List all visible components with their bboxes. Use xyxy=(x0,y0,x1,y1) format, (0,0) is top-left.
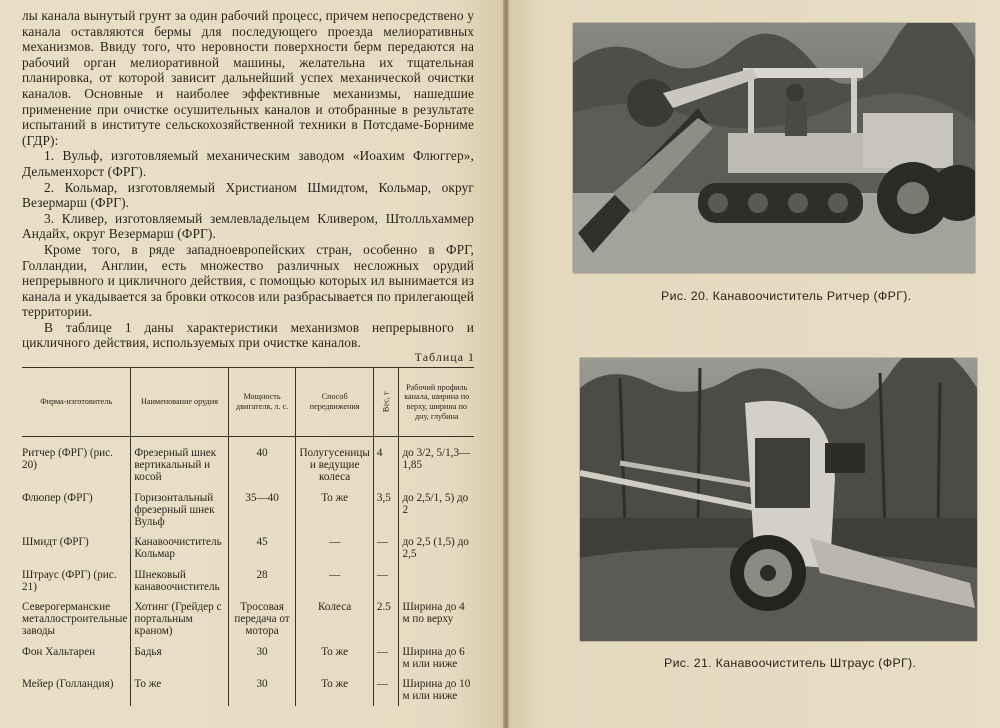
paragraph-3: 2. Кольмар, изготовляемый Христианом Шмидтом, Кольмар, округ Везермарш (ФРГ). xyxy=(22,179,474,211)
cell-firm: Шмидт (ФРГ) xyxy=(22,536,89,549)
cell-tool: Бадья xyxy=(131,642,228,674)
cell-weight: — xyxy=(373,674,399,706)
cell-weight: — xyxy=(373,532,399,564)
cell-tool: Фрезерный шнек вертикальный и косой xyxy=(131,437,228,488)
cell-firm: Флюпер (ФРГ) xyxy=(22,491,93,504)
cell-profile: до 3/2, 5/1,3—1,85 xyxy=(399,437,474,488)
cell-movement: То же xyxy=(296,642,373,674)
figure-21-photo xyxy=(580,358,977,641)
cell-weight: — xyxy=(373,642,399,674)
cell-movement: Колеса xyxy=(296,597,373,642)
paragraph-5: Кроме того, в ряде западноевропейских стран, особенно в ФРГ, Голландии, Англии, есть множество различных несложных орудий непрерывного и цикличного действия, с помощью которых ил вынимается из канала и укадывается за бровки откосов или разбрасывается по прилегающей территории. xyxy=(22,241,474,320)
header-movement: Способ передвижения xyxy=(296,368,373,437)
body-text xyxy=(22,8,474,351)
tractor-image xyxy=(573,23,975,273)
cell-tool: Канавоочиститель Кольмар xyxy=(131,532,228,564)
cell-movement: То же xyxy=(296,674,373,706)
cell-tool: Шнековый канавоочиститель xyxy=(131,565,228,597)
cell-power: 35—40 xyxy=(228,488,296,533)
cell-power: 30 xyxy=(228,642,296,674)
cell-weight: — xyxy=(373,565,399,597)
table-header-row xyxy=(22,368,474,437)
cell-weight: 2.5 xyxy=(373,597,399,642)
cell-power: 40 xyxy=(228,437,296,488)
cell-movement: — xyxy=(296,532,373,564)
header-weight: Вес, т xyxy=(373,368,399,437)
cell-profile: до 2,5/1, 5) до 2 xyxy=(399,488,474,533)
cell-profile: до 2,5 (1,5) до 2,5 xyxy=(399,532,474,564)
table-row xyxy=(22,597,474,642)
cell-power: 28 xyxy=(228,565,296,597)
book-gutter xyxy=(503,0,509,728)
cell-tool: То же xyxy=(131,674,228,706)
cell-firm: Штраус (ФРГ) (рис. 21) xyxy=(22,568,117,593)
cell-firm: Мейер (Голландия) xyxy=(22,678,114,691)
cell-profile: Ширина до 10 м или ниже xyxy=(399,674,474,706)
cell-movement: — xyxy=(296,565,373,597)
cell-firm: Ритчер (ФРГ) (рис. 20) xyxy=(22,447,113,472)
cell-power: Тросовая передача от мотора xyxy=(228,597,296,642)
cell-weight: 3,5 xyxy=(373,488,399,533)
table-row xyxy=(22,674,474,706)
table-row xyxy=(22,488,474,533)
header-firm: Фирма-изготовитель xyxy=(22,368,131,437)
cell-profile: Ширина до 6 м или ниже xyxy=(399,642,474,674)
table-row xyxy=(22,532,474,564)
table-row xyxy=(22,437,474,488)
table-row xyxy=(22,565,474,597)
cell-firm: Фон Хальтарен xyxy=(22,645,96,658)
table-caption: Таблица 1 xyxy=(414,350,475,364)
paragraph-4: 3. Кливер, изготовляемый землевладельцем Кливером, Штолльхаммер Андайх, округ Везермарш (ФРГ). xyxy=(22,210,474,242)
cell-power: 45 xyxy=(228,532,296,564)
figure-20-caption: Рис. 20. Канавоочиститель Ритчер (ФРГ). xyxy=(661,289,912,303)
paragraph-6: В таблице 1 даны характеристики механизмов непрерывного и цикличного действия, используемых при очистке каналов. xyxy=(22,319,474,351)
cell-weight: 4 xyxy=(373,437,399,488)
header-power: Мощность двигателя, л. с. xyxy=(228,368,296,437)
cell-power: 30 xyxy=(228,674,296,706)
figure-21-caption: Рис. 21. Канавоочиститель Штраус (ФРГ). xyxy=(664,656,917,670)
cell-profile: Ширина до 4 м по верху xyxy=(399,597,474,642)
cell-movement: То же xyxy=(296,488,373,533)
paragraph-2: 1. Вульф, изготовляемый механическим заводом «Иоахим Флюггер», Дельменхорст (ФРГ). xyxy=(22,148,474,179)
spec-table xyxy=(22,367,474,706)
cell-tool: Хотинг (Грейдер с портальным краном) xyxy=(131,597,228,642)
paragraph-1: лы канала вынутый грунт за один рабочий процесс, причем непосредствено у канала оставляются бермы для последующего проезда мелиоративных механизмов. Ввиду того, что неровности поверхности берм передаются на рабочий орган мелиоративной машины, желательна их тщательная планировка, от которой зависит дальнейший успех механической очистки каналов. Основные и наиболее эффективные механизмы, нашедшие применение при очистке осушительных каналов и отобранные в результате испытаний в институте сельскохозяйственной техники в Потсдаме-Борниме (ГДР): xyxy=(22,8,474,148)
header-profile: Рабочий профиль канала, ширина по верху, ширина по дну, глубина xyxy=(399,368,474,437)
ditch-cleaner-image xyxy=(580,358,977,641)
table-row xyxy=(22,642,474,674)
header-tool: Наименование орудия xyxy=(131,368,228,437)
figure-20-photo xyxy=(573,23,975,273)
cell-firm: Северогерманские металлостроительные заводы xyxy=(22,601,128,638)
cell-profile xyxy=(399,565,474,597)
cell-movement: Полугусеницы и ведущие колеса xyxy=(296,437,373,488)
cell-tool: Горизонтальный фрезерный шнек Вульф xyxy=(131,488,228,533)
